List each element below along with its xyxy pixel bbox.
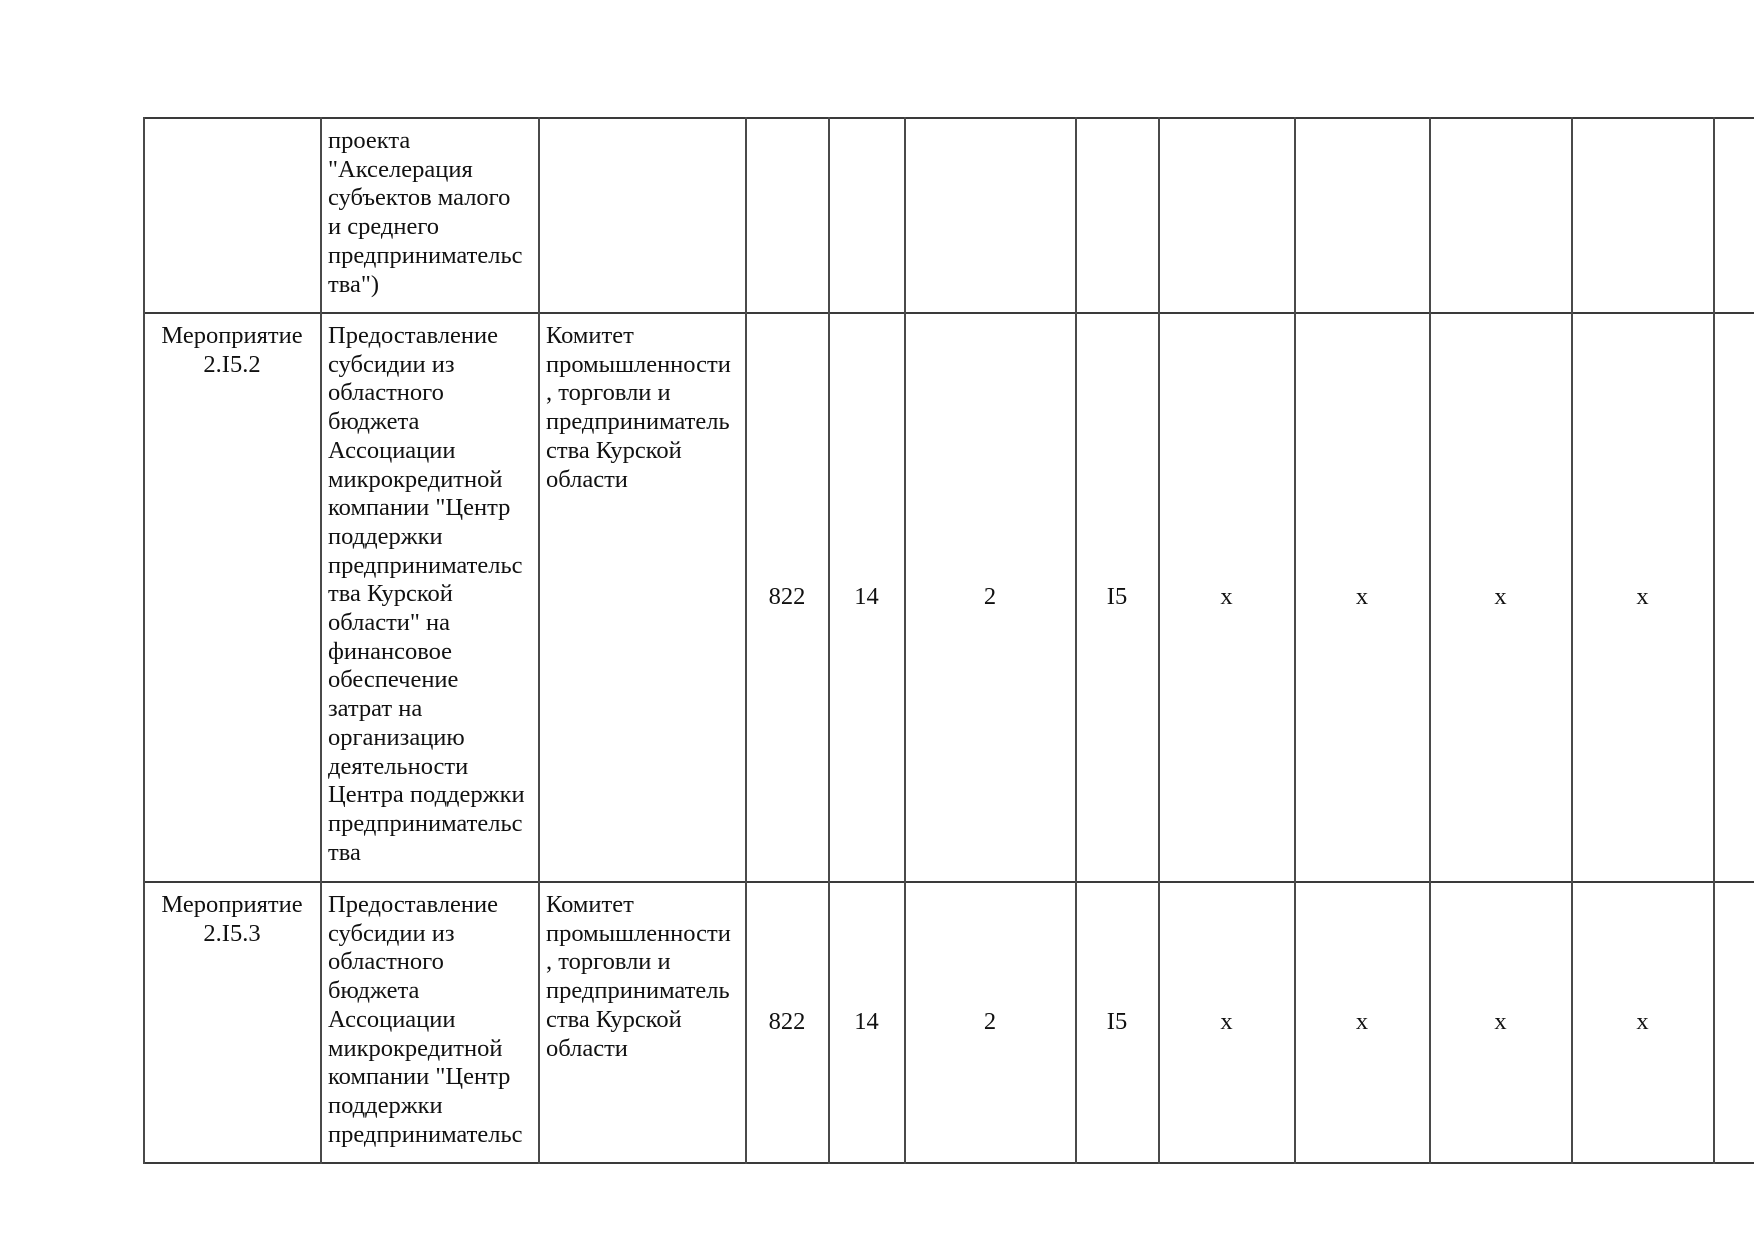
text-line: поддержки <box>328 1091 443 1119</box>
text-line: обеспечение <box>328 666 459 694</box>
text-line: Ассоциации <box>328 436 456 464</box>
row3-grbs-cell: 822 <box>768 1008 806 1036</box>
text-line: деятельности <box>328 752 469 780</box>
text-line: организацию <box>328 723 465 751</box>
text-line: промышленности <box>546 919 731 947</box>
text-line: тва Курской <box>328 580 453 608</box>
text-line: "Акселерация <box>328 155 473 183</box>
text-line: областного <box>328 379 444 407</box>
row3-value-cell <box>1714 883 1754 1162</box>
row2-value-cell: x <box>1355 583 1369 611</box>
text-line: предпринимательс <box>328 1120 523 1148</box>
text-line: Центра поддержки <box>328 781 525 809</box>
row2-value-cell: x <box>1220 583 1233 611</box>
text-line: тва") <box>328 270 379 298</box>
text-line: микрокредитной <box>328 1034 503 1062</box>
text-line: Комитет <box>546 322 634 349</box>
row3-value-cell: x <box>1355 1008 1369 1036</box>
row2-value-cell: x <box>1636 583 1649 611</box>
row2-grbs-cell: 822 <box>768 583 806 611</box>
row2-value-cell <box>1714 314 1754 881</box>
row3-value-cell: x <box>1636 1008 1649 1036</box>
text-line: компании "Центр <box>328 494 511 522</box>
row3-value-cell: x <box>1494 1008 1507 1036</box>
text-line: финансовое <box>328 637 453 665</box>
text-line: промышленности <box>546 350 731 378</box>
text-line: предприниматель <box>546 408 730 436</box>
text-line: , торговли и <box>546 379 671 407</box>
row2-csr-cell: I5 <box>1106 583 1128 611</box>
text-line: Ассоциации <box>328 1005 456 1033</box>
text-line: ства Курской <box>546 436 682 464</box>
text-line: Мероприятие <box>161 322 303 349</box>
row2-executor-cell <box>539 314 745 881</box>
text-line: поддержки <box>328 522 443 550</box>
row2-pr-cell: 2 <box>983 583 997 611</box>
text-line: ства Курской <box>546 1005 682 1033</box>
row3-pr-cell: 2 <box>983 1008 997 1036</box>
row3-code-cell <box>144 883 320 1162</box>
text-line: Предоставление <box>328 322 499 349</box>
text-line: 2.I5.3 <box>203 919 261 947</box>
row3-value-cell: x <box>1220 1008 1233 1036</box>
text-line: предпринимательс <box>328 551 523 579</box>
text-line: предприниматель <box>546 977 730 1005</box>
text-line: области" на <box>328 609 451 637</box>
text-line: предпринимательс <box>328 241 523 269</box>
table-bottom-border <box>143 1162 1754 1164</box>
row2-code-cell <box>144 314 320 881</box>
text-line: , торговли и <box>546 948 671 976</box>
row2-name-cell <box>321 314 538 881</box>
text-line: субъектов малого <box>328 184 511 212</box>
text-line: Комитет <box>546 891 634 918</box>
row3-executor-cell <box>539 883 745 1162</box>
text-line: затрат на <box>328 695 423 723</box>
row1-name-cell <box>321 119 538 312</box>
row3-csr-cell: I5 <box>1106 1008 1128 1036</box>
row3-rz-cell: 14 <box>854 1008 879 1036</box>
row2-value-cell: x <box>1494 583 1507 611</box>
text-line: компании "Центр <box>328 1063 511 1091</box>
text-line: предпринимательс <box>328 809 523 837</box>
text-line: субсидии из <box>328 350 455 378</box>
text-line: и среднего <box>328 213 440 241</box>
text-line: областного <box>328 948 444 976</box>
row2-rz-cell: 14 <box>854 583 879 611</box>
text-line: проекта <box>328 127 411 154</box>
text-line: бюджета <box>328 408 420 436</box>
text-line: бюджета <box>328 977 420 1005</box>
text-line: микрокредитной <box>328 465 503 493</box>
text-line: субсидии из <box>328 919 455 947</box>
text-line: Мероприятие <box>161 891 303 918</box>
row3-name-cell <box>321 883 538 1162</box>
text-line: тва <box>328 838 361 866</box>
text-line: 2.I5.2 <box>203 350 261 378</box>
text-line: области <box>546 1034 628 1062</box>
text-line: Предоставление <box>328 891 499 918</box>
text-line: области <box>546 465 628 493</box>
